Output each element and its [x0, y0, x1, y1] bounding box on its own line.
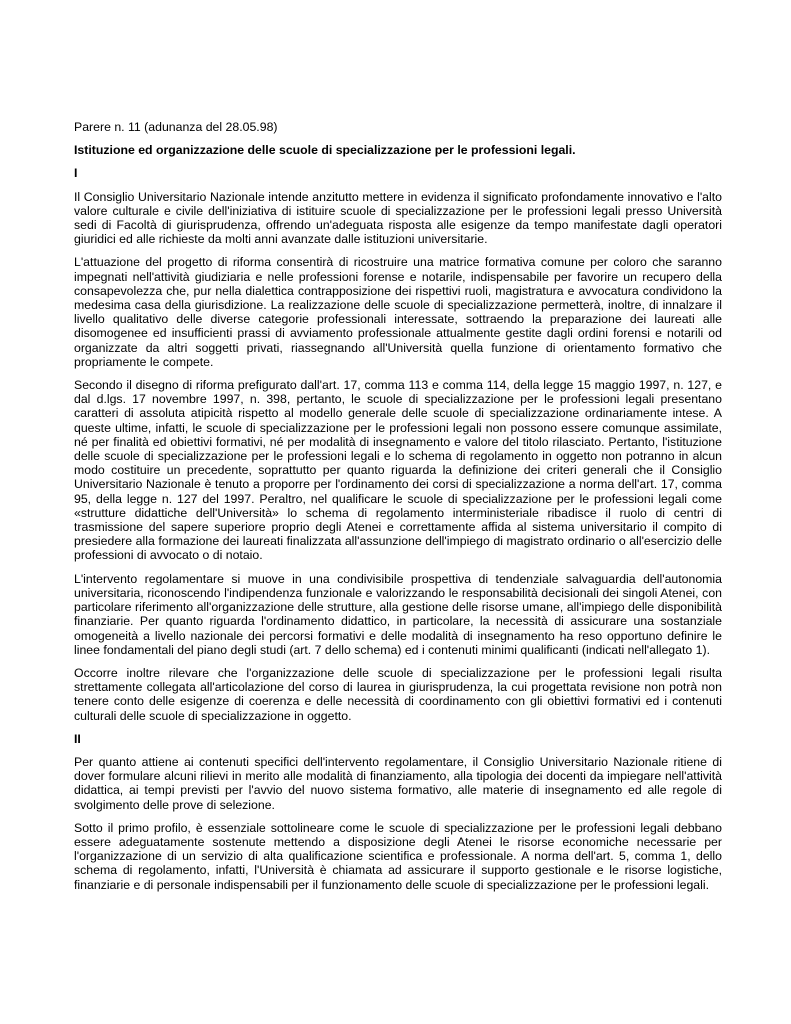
section-1-mark: I — [74, 166, 78, 181]
paragraph: Secondo il disegno di riforma prefigurato dall'art. 17, comma 113 e comma 114, della legge 15 maggio 1997, n. 127, e dal d.lgs. 17 novembre 1997, n. 398, pertanto, le scuole di specializzazione per le professioni legali presentano caratteri di assoluta atipicità rispetto al modello generale delle scuole di specializzazione ordinariamente intese. A queste ultime, infatti, le scuole di specializzazione per le professioni legali non possono essere comunque assimilate, né per finalità ed obiettivi formativi, né per modalità di insegnamento e valore del titolo rilasciato. Pertanto, l'istituzione delle scuole di specializzazione per le professioni legali e lo schema di regolamento in oggetto non potranno in alcun modo costituire un precedente, soprattutto per quanto riguarda la definizione dei criteri generali che il Consiglio Universitario Nazionale è tenuto a proporre per l'ordinamento dei corsi di specializzazione a norma dell'art. 17, comma 95, della legge n. 127 del 1997. Peraltro, nel qualificare le scuole di specializzazione per le professioni legali come «strutture didattiche dell'Università» lo schema di regolamento interministeriale ribadisce il ruolo di centri di trasmissione del sapere superiore proprio degli Atenei e correttamente affida al sistema universitario il compito di presiedere alla formazione dei laureati finalizzata all'assunzione dell'impiego di magistrato ordinario o all'esercizio delle professioni di avvocato o di notaio. — [74, 378, 722, 563]
document-heading: Parere n. 11 (adunanza del 28.05.98) — [74, 120, 278, 134]
document-title: Istituzione ed organizzazione delle scuole di specializzazione per le professioni legali. — [74, 143, 576, 158]
paragraph: Occorre inoltre rilevare che l'organizzazione delle scuole di specializzazione per le professioni legali risulta strettamente collegata all'articolazione del corso di laurea in giurisprudenza, la cui progettata revisione non potrà non tenere conto delle esigenze di coerenza e delle necessità di coordinamento con gli obiettivi formativi ed i contenuti culturali delle scuole di specializzazione in oggetto. — [74, 665, 722, 723]
document-page — [74, 120, 722, 901]
paragraph: L'intervento regolamentare si muove in una condivisibile prospettiva di tendenziale salvaguardia dell'autonomia universitaria, riconoscendo l'indipendenza funzionale e valorizzando le responsabilità decisionali dei singoli Atenei, con particolare riferimento all'organizzazione delle strutture, alla gestione delle risorse umane, all'impiego delle disponibilità finanziarie. Per quanto riguarda l'ordinamento didattico, in particolare, la necessità di assicurare una sostanziale omogeneità a livello nazionale dei percorsi formativi e delle modalità di insegnamento ha reso opportuno definire le linee fondamentali del piano degli studi (art. 7 dello schema) ed i contenuti minimi qualificanti (indicati nell'allegato 1). — [74, 571, 722, 657]
section-2-mark: II — [74, 731, 81, 746]
paragraph: L'attuazione del progetto di riforma consentirà di ricostruire una matrice formativa comune per coloro che saranno impegnati nell'attività giudiziaria e nelle professioni forense e notarile, indispensabile per favorire un recupero della consapevolezza che, pur nella dialettica contrapposizione dei rispettivi ruoli, magistratura e avvocatura condividono la medesima casa della giurisdizione. La realizzazione delle scuole di specializzazione permetterà, inoltre, di innalzare il livello qualitativo delle diverse categorie professionali interessate, sottraendo la preparazione dei laureati alle disomogenee ed insufficienti prassi di avviamento professionale attualmente gestite dagli ordini forensi e notarili od organizzate da altri soggetti privati, riassegnando all'Università quella funzione di orientamento formativo che propriamente le compete. — [74, 255, 722, 369]
paragraph: Sotto il primo profilo, è essenziale sottolineare come le scuole di specializzazione per le professioni legali debbano essere adeguatamente sostenute mettendo a disposizione degli Atenei le risorse economiche necessarie per l'organizzazione di un servizio di alta qualificazione scientifica e professionale. A norma dell'art. 5, comma 1, dello schema di regolamento, infatti, l'Università è chiamata ad assicurare il supporto gestionale e le risorse logistiche, finanziarie e di personale indispensabili per il funzionamento delle scuole di specializzazione per le professioni legali. — [74, 820, 722, 892]
paragraph: Per quanto attiene ai contenuti specifici dell'intervento regolamentare, il Consiglio Universitario Nazionale ritiene di dover formulare alcuni rilievi in merito alle modalità di finanziamento, alla tipologia dei docenti da impiegare nell'attività didattica, ai tempi previsti per l'avvio del nuovo sistema formativo, alle materie di insegnamento ed alle regole di svolgimento delle prove di selezione. — [74, 754, 722, 812]
paragraph: Il Consiglio Universitario Nazionale intende anzitutto mettere in evidenza il significato profondamente innovativo e l'alto valore culturale e civile dell'iniziativa di istituire scuole di specializzazione per le professioni legali presso Università sedi di Facoltà di giurisprudenza, offrendo un'adeguata risposta alle esigenze da tempo manifestate dagli operatori giuridici ed alle richieste da molti anni avanzate dalle istituzioni universitarie. — [74, 189, 722, 247]
